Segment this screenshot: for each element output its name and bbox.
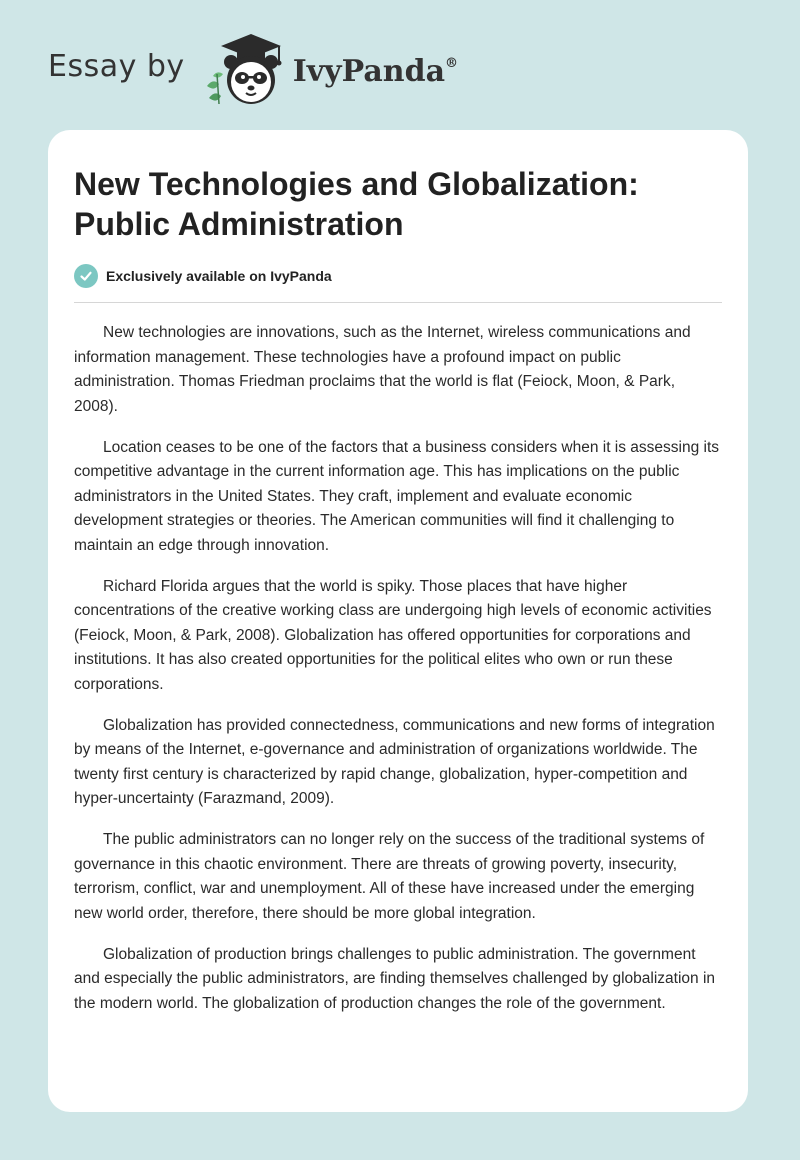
essay-title: New Technologies and Globalization: Public Administration <box>74 166 639 242</box>
exclusive-badge <box>74 264 722 303</box>
essay-card <box>48 130 748 1112</box>
paragraph: New technologies are innovations, such as the Internet, wireless communications and information management. These technologies have a profound impact on public administration. Thomas Friedman proclaims that the world is flat (Feiock, Moon, & Park, 2008). <box>74 324 691 415</box>
ivypanda-logo[interactable] <box>199 30 289 110</box>
essay-body <box>74 321 722 1016</box>
paragraph: Location ceases to be one of the factors that a business considers when it is assessing its competitive advantage in the current information age. This has implications on the public administrators in the United States. They craft, implement and evaluate economic development strategies or theories. The American communities will find it challenging to maintain an edge through innovation. <box>74 438 720 554</box>
paragraph: Globalization has provided connectedness, communications and new forms of integration by means of the Internet, e-governance and administration of organizations worldwide. The twenty first century is characterized by rapid change, globalization, hyper-competition and hyper-uncertainty (Farazmand, 2009). <box>74 716 715 807</box>
paragraph: The public administrators can no longer rely on the success of the traditional systems of governance in this chaotic environment. There are threats of growing poverty, insecurity, terrorism, conflict, war and unemployment. All of these have increased under the emerging new world order, therefore, there should be more global integration. <box>74 831 705 922</box>
site-header <box>48 30 458 110</box>
check-icon <box>74 264 98 288</box>
panda-graduate-icon <box>199 30 289 110</box>
paragraph: Globalization of production brings challenges to public administration. The government and especially the public administrators, are finding themselves challenged by globalization in the modern world. The globalization of production changes the role of the government. <box>74 945 716 1012</box>
brand-name[interactable] <box>293 54 458 89</box>
brand-text: IvyPanda <box>292 53 446 89</box>
essay-by-label: Essay by <box>48 48 185 84</box>
paragraph: Richard Florida argues that the world is spiky. Those places that have higher concentrations of the creative working class are undergoing high levels of economic activities (Feiock, Moon, & Park, 2008). Globalization has offered opportunities for corporations and institutions. It has also created opportunities for the political elites who own or run these corporations. <box>74 577 712 693</box>
registered-mark: ® <box>445 55 459 71</box>
exclusive-badge-label: Exclusively available on IvyPanda <box>106 268 332 284</box>
